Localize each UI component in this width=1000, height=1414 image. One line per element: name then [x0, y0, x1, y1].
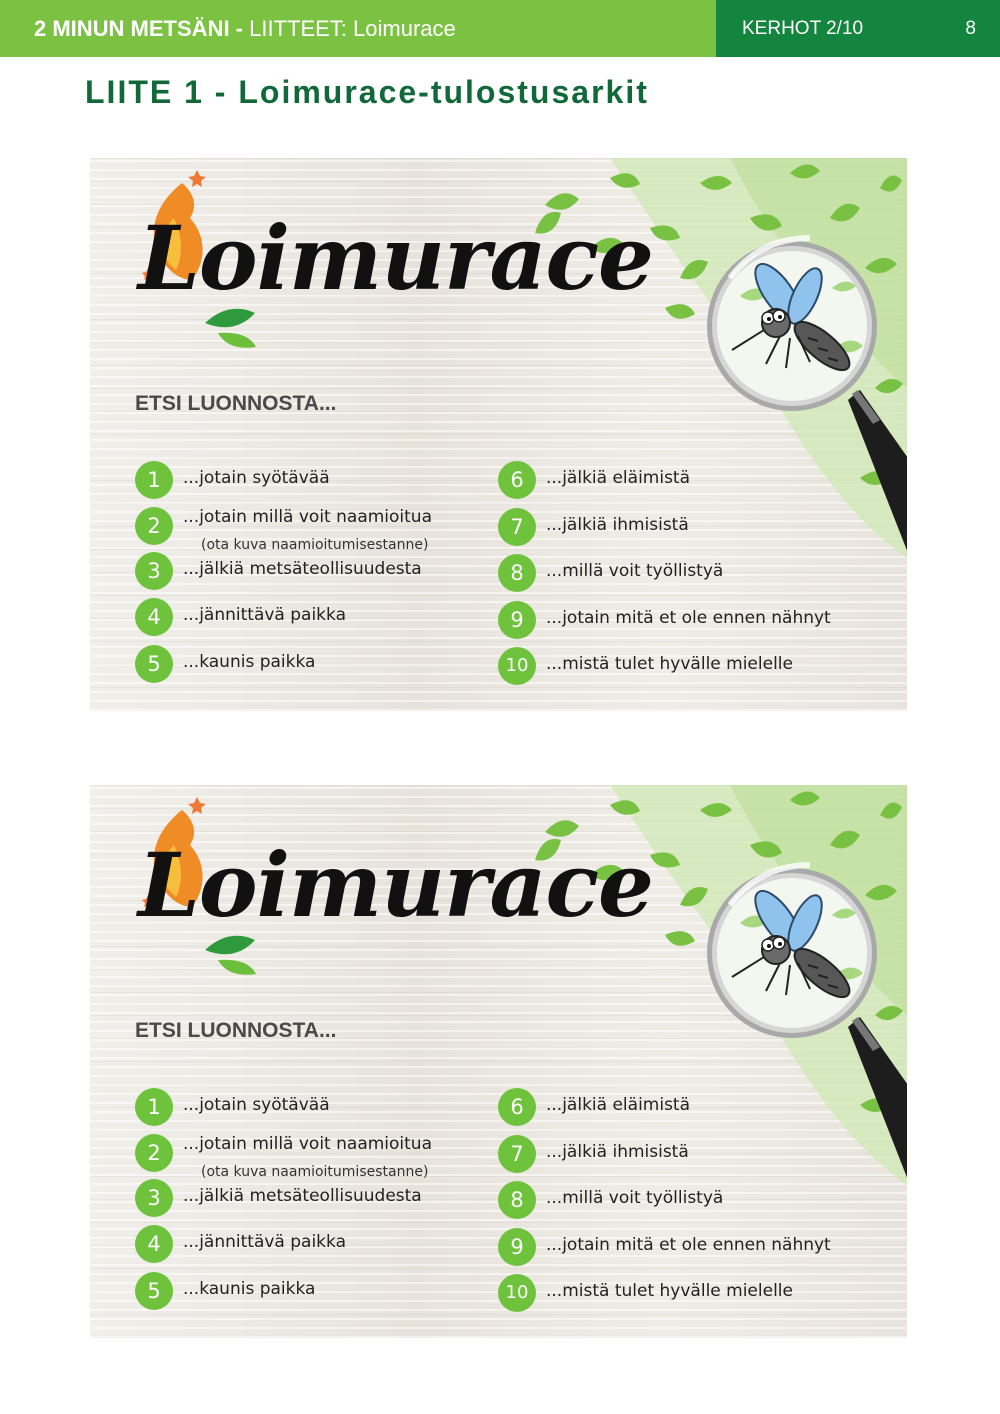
print-card-2 [90, 785, 907, 1338]
item-text: ...jotain millä voit naamioitua [183, 1134, 432, 1154]
item-text: ...jälkiä ihmisistä [546, 515, 689, 535]
item-number-badge: 3 [135, 1179, 173, 1217]
logo-leaf-icon [205, 309, 256, 348]
item-number-badge: 2 [135, 1134, 173, 1172]
item-number-badge: 6 [498, 461, 536, 499]
item-text: ...jotain syötävää [183, 1095, 330, 1115]
item-text: ...jännittävä paikka [183, 605, 346, 625]
item-text: ...mistä tulet hyvälle mielelle [546, 1281, 793, 1301]
item-text: ...jotain syötävää [183, 468, 330, 488]
item-text: ...jälkiä metsäteollisuudesta [183, 559, 422, 579]
item-note: (ota kuva naamioitumisestanne) [201, 537, 429, 553]
item-number-badge: 1 [135, 461, 173, 499]
item-number-badge: 10 [498, 1274, 536, 1312]
item-text: ...jälkiä eläimistä [546, 1095, 691, 1115]
logo-leaf-icon [205, 936, 256, 975]
item-number-badge: 5 [135, 1272, 173, 1310]
card-heading: ETSI LUONNOSTA... [135, 1019, 337, 1042]
item-text: ...jälkiä metsäteollisuudesta [183, 1186, 422, 1206]
item-text: ...millä voit työllistyä [546, 561, 724, 581]
item-number-badge: 6 [498, 1088, 536, 1126]
item-text: ...jotain millä voit naamioitua [183, 507, 432, 527]
item-number-badge: 10 [498, 647, 536, 685]
item-text: ...jälkiä eläimistä [546, 468, 691, 488]
item-number-badge: 4 [135, 1225, 173, 1263]
header-chapter [34, 0, 456, 57]
item-text: ...kaunis paikka [183, 1279, 316, 1299]
item-number-badge: 5 [135, 645, 173, 683]
item-note: (ota kuva naamioitumisestanne) [201, 1164, 429, 1180]
item-text: ...jännittävä paikka [183, 1232, 346, 1252]
item-text: ...mistä tulet hyvälle mielelle [546, 654, 793, 674]
item-number-badge: 8 [498, 1181, 536, 1219]
item-number-badge: 4 [135, 598, 173, 636]
item-number-badge: 9 [498, 601, 536, 639]
loimurace-logo: Loimurace [138, 833, 654, 937]
header-club-box [716, 0, 1000, 57]
header-chapter-name: 2 MINUN METSÄNI - [34, 16, 250, 41]
item-number-badge: 3 [135, 552, 173, 590]
header-section-name: LIITTEET: Loimurace [249, 16, 456, 41]
item-number-badge: 9 [498, 1228, 536, 1266]
card-heading: ETSI LUONNOSTA... [135, 392, 337, 415]
page-header [0, 0, 1000, 57]
item-text: ...millä voit työllistyä [546, 1188, 724, 1208]
item-number-badge: 7 [498, 508, 536, 546]
loimurace-logo: Loimurace [138, 206, 654, 310]
item-text: ...jotain mitä et ole ennen nähnyt [546, 608, 831, 628]
item-text: ...jälkiä ihmisistä [546, 1142, 689, 1162]
item-number-badge: 1 [135, 1088, 173, 1126]
page-number: 8 [965, 18, 976, 39]
item-number-badge: 8 [498, 554, 536, 592]
item-text: ...jotain mitä et ole ennen nähnyt [546, 1235, 831, 1255]
print-card-1 [90, 158, 907, 711]
item-text: ...kaunis paikka [183, 652, 316, 672]
header-club-label: KERHOT 2/10 [742, 18, 864, 39]
item-number-badge: 2 [135, 507, 173, 545]
page-title: LIITE 1 - Loimurace-tulostusarkit [85, 74, 649, 110]
item-number-badge: 7 [498, 1135, 536, 1173]
